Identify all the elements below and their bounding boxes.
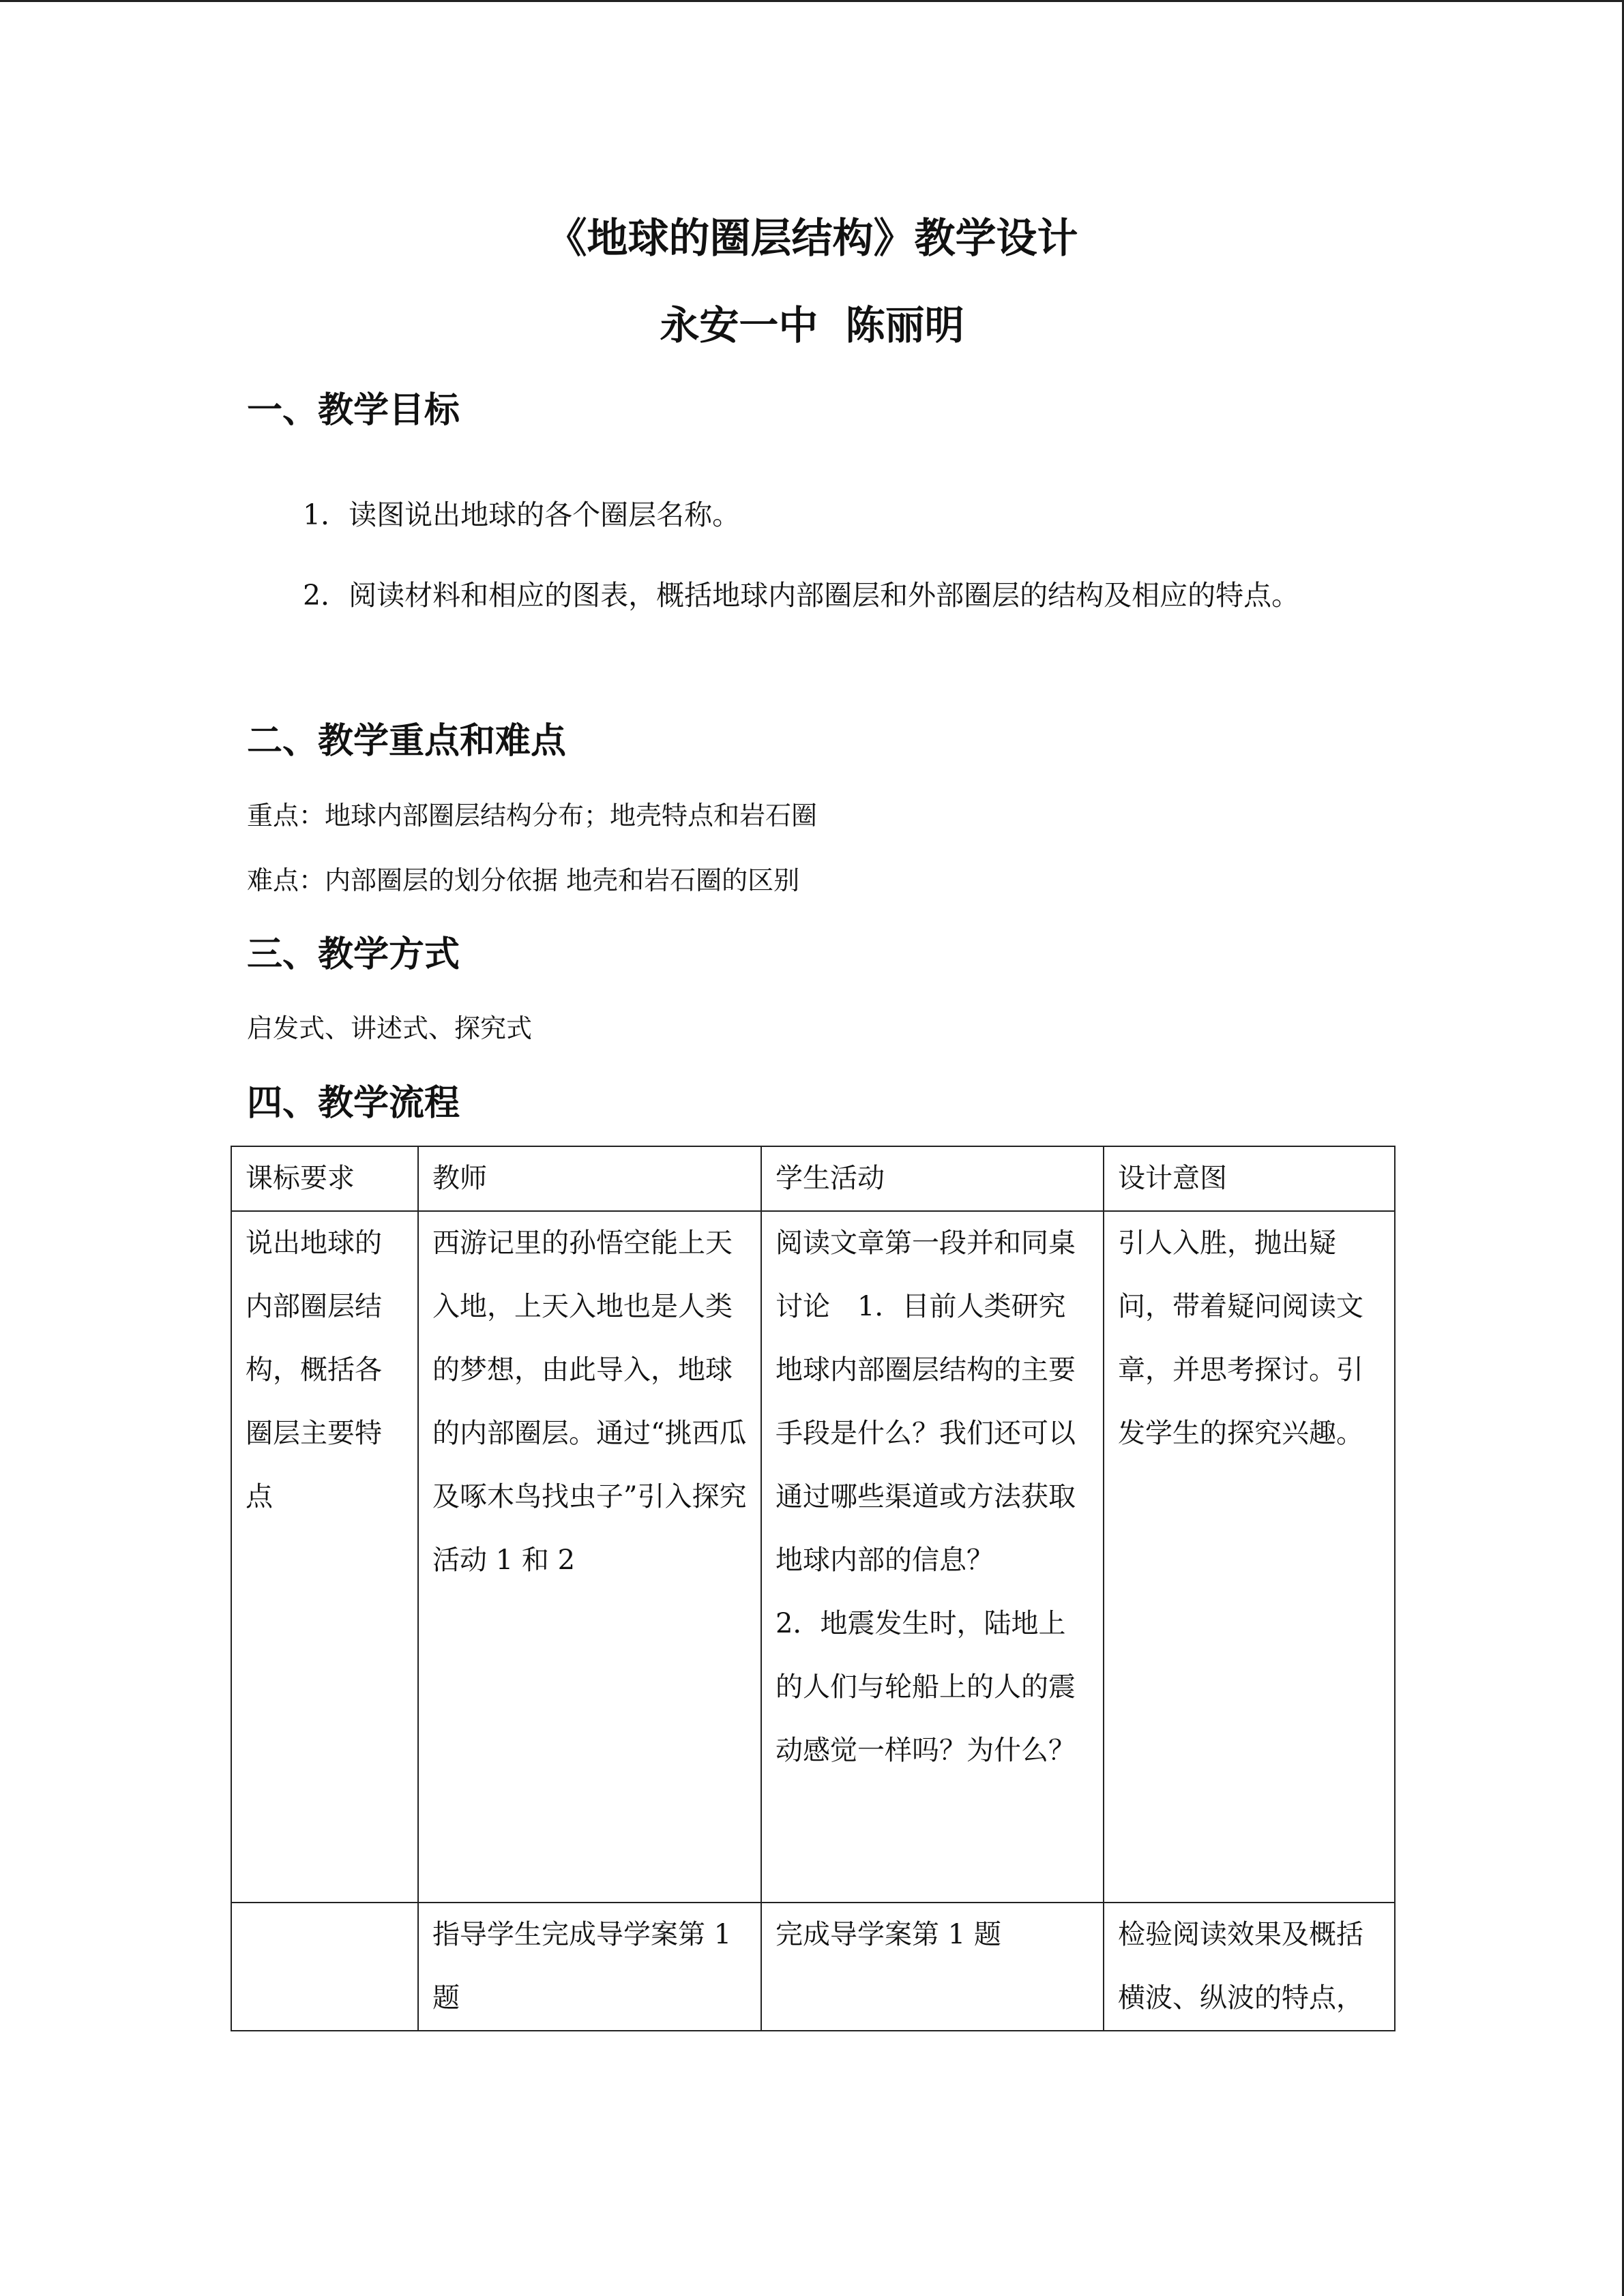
table-row [231,1211,1395,1903]
key-point-text: 重点：地球内部圈层结构分布；地壳特点和岩石圈 [247,801,818,831]
table-cell-intent: 检验阅读效果及概括横波、纵波的特点， [1104,1903,1395,2031]
student-activity-part-1: 阅读文章第一段并和同桌讨论 1．目前人类研究地球内部圈层结构的主要手段是什么？我们还可以通过哪些渠道或方法获取地球内部的信息？ [776,1227,1076,1576]
table-header-cell: 教师 [418,1146,761,1211]
difficult-point-text: 难点：内部圈层的划分依据 地壳和岩石圈的区别 [247,865,800,895]
table-row [231,1903,1395,2031]
table-header-cell: 课标要求 [231,1146,418,1211]
table-cell-standard [231,1903,418,2031]
table-header-cell: 设计意图 [1104,1146,1395,1211]
table-header-row [231,1146,1395,1211]
section-heading-objectives: 一、教学目标 [247,390,460,431]
document-author: 永安一中 陈丽明 [660,302,964,348]
objective-item-2: 2．阅读材料和相应的图表，概括地球内部圈层和外部圈层的结构及相应的特点。 [303,579,1300,612]
teaching-flow-table [231,1146,1396,2031]
document-title: 《地球的圈层结构》教学设计 [546,215,1078,263]
table-cell-teacher: 西游记里的孙悟空能上天入地，上天入地也是人类的梦想，由此导入，地球的内部圈层。通过“挑西瓜及啄木鸟找虫子”引入探究活动 1 和 2 [418,1211,761,1903]
student-activity-part-2: 2．地震发生时，陆地上的人们与轮船上的人的震动感觉一样吗？为什么？ [776,1608,1076,1766]
table-cell-student [761,1211,1104,1903]
page-top-border [0,0,1624,2]
section-heading-methods: 三、教学方式 [247,934,460,975]
table-header-cell: 学生活动 [761,1146,1104,1211]
teaching-methods-text: 启发式、讲述式、探究式 [247,1013,533,1043]
table-cell-student: 完成导学案第 1 题 [761,1903,1104,2031]
section-heading-flow: 四、教学流程 [247,1083,460,1124]
section-heading-key-points: 二、教学重点和难点 [247,721,567,762]
table-cell-teacher: 指导学生完成导学案第 1 题 [418,1903,761,2031]
table-cell-intent: 引人入胜，抛出疑问，带着疑问阅读文章，并思考探讨。引发学生的探究兴趣。 [1104,1211,1395,1903]
table-cell-standard: 说出地球的内部圈层结构，概括各圈层主要特点 [231,1211,418,1903]
objective-item-1: 1．读图说出地球的各个圈层名称。 [303,498,741,531]
